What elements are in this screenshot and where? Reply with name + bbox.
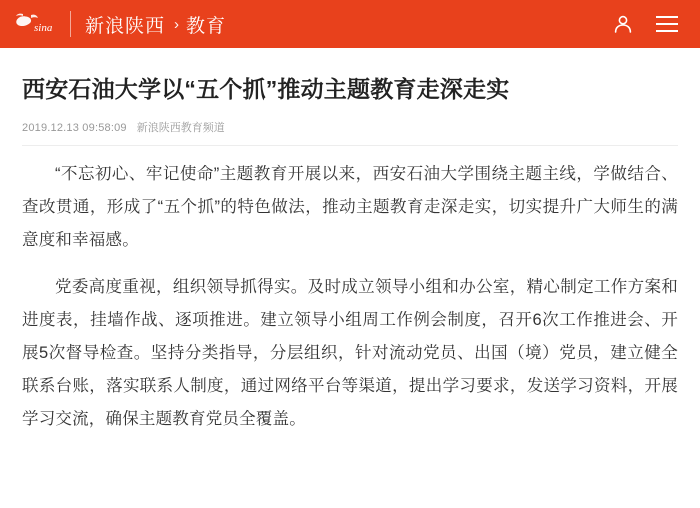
page-title: 西安石油大学以“五个抓”推动主题教育走深走实 — [22, 76, 510, 102]
article-paragraph: 党委高度重视，组织领导抓得实。及时成立领导小组和办公室，精心制定工作方案和进度表，挂墙作战、逐项推进。建立领导小组周工作例会制度，召开6次工作推进会、开展5次督导检查。坚持分类指导，分层组织，针对流动党员、出国（境）党员，建立健全联系台账，落实联系人制度，通过网络平台等渠道，提出学习要求，发送学习资料，开展学习交流，确保主题教育党员全覆盖。 — [22, 278, 678, 429]
site-header — [0, 0, 700, 48]
article-container — [0, 48, 700, 436]
article-body — [22, 158, 678, 436]
site-name-label[interactable]: 新浪陕西 — [85, 15, 166, 37]
article-timestamp: 2019.12.13 09:58:09 — [22, 122, 127, 135]
article-paragraph: “不忘初心、牢记使命”主题教育开展以来，西安石油大学围绕主题主线，学做结合、查改贯通，形成了“五个抓”的特色做法，推动主题教育走深走实，切实提升广大师生的满意度和幸福感。 — [22, 165, 678, 250]
article-meta — [22, 119, 678, 135]
breadcrumb-separator-icon: › — [174, 15, 180, 33]
meta-divider — [22, 145, 678, 146]
sina-logo-icon[interactable] — [14, 9, 62, 39]
channel-name-label[interactable]: 教育 — [186, 15, 227, 37]
svg-text:sina: sina — [34, 22, 53, 34]
header-divider — [70, 11, 71, 37]
hamburger-menu-icon[interactable] — [650, 7, 684, 41]
user-icon[interactable] — [606, 7, 640, 41]
article-source: 新浪陕西教育频道 — [136, 122, 225, 135]
